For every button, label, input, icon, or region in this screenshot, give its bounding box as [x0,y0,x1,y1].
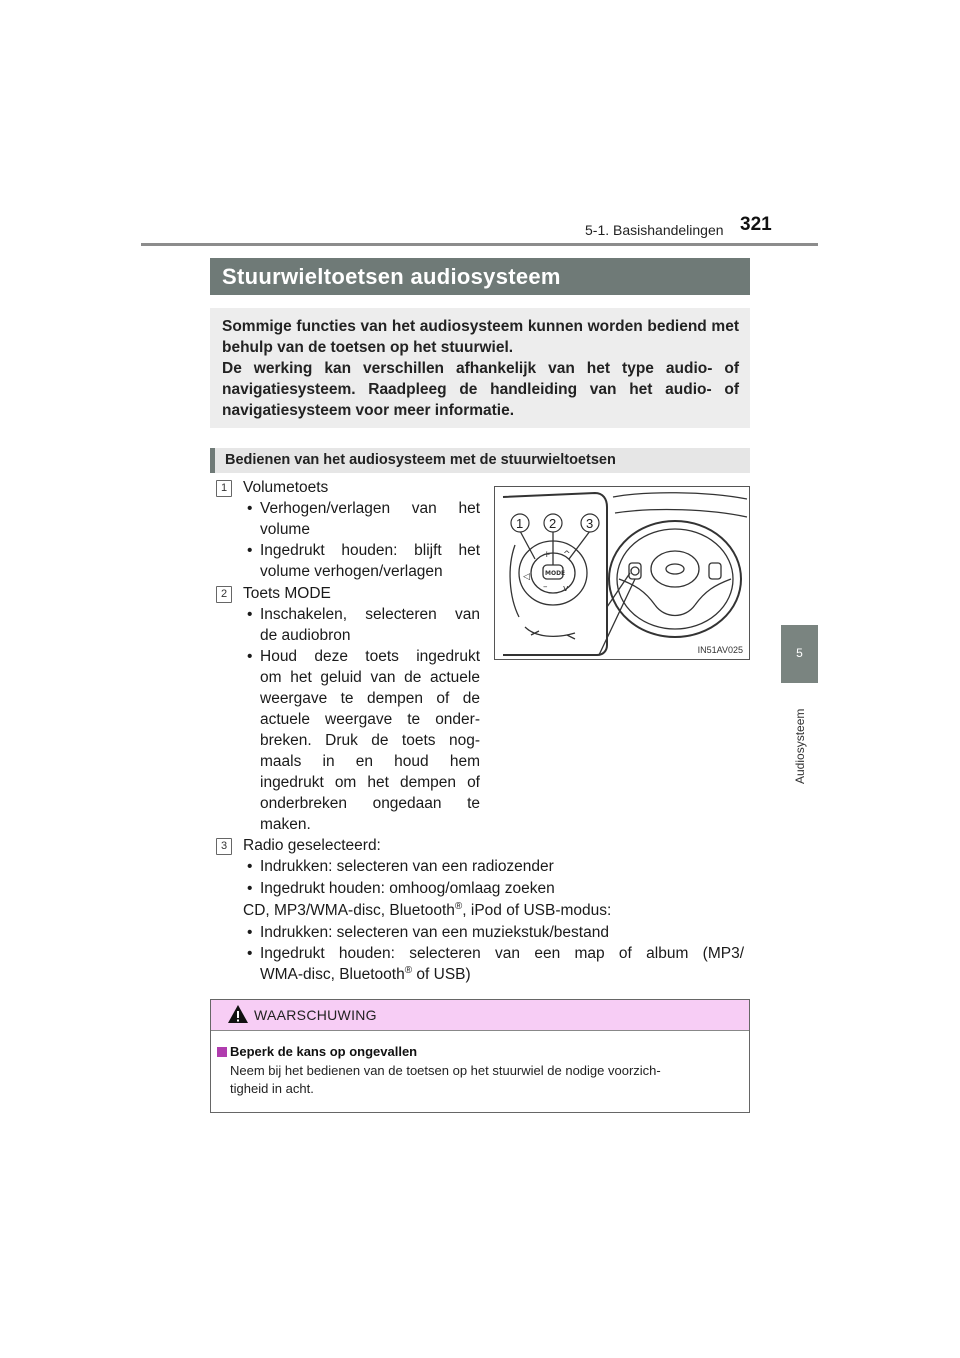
warning-box [210,999,750,1113]
dash-line [613,493,747,499]
speaker-glyph: ◁ [523,572,530,582]
media-heading-pre: CD, MP3/WMA-disc, Bluetooth [243,902,455,919]
chapter-number: 5 [796,646,803,660]
intro-paragraph-2: De werking kan verschillen afhankelijk van het type audio- of navigatiesysteem. Raadpleeg de handleiding van het audio- of navigatiesysteem voor meer informatie. [222,360,739,419]
intro-box [210,308,750,428]
callout-2: 2 [549,516,557,531]
plus-glyph: + [543,550,551,560]
bullet-4-line-2-pre: WMA-disc, Bluetooth [260,966,405,983]
bullet-dot: • [247,648,253,665]
header-divider [141,243,818,246]
subheading-bar [210,448,750,473]
bullet-4-line-2-post: of USB) [412,966,471,983]
item-2-bullet-2-line-4: actuele weergave te onder- [260,711,480,728]
bullet-dot: • [247,858,253,875]
item-3-bullet-2: Ingedrukt houden: omhoog/omlaag zoeken [260,880,555,897]
bullet-dot: • [247,880,253,897]
warning-text-line-2: tigheid in acht. [230,1081,314,1096]
item-2-bullet-1-line-2: de audiobron [260,627,351,644]
callout-leader-3 [569,531,590,559]
bullet-dot: • [247,945,253,962]
wheel-emblem [666,564,684,574]
item-2-bullet-1-line-1: Inschakelen, selecteren van [260,606,480,623]
wheel-left-switch-highlight [631,567,639,575]
running-header-section: 5-1. Basishandelingen [585,222,724,238]
wheel-rim-outer [609,521,741,637]
item-2-bullet-2-line-7: ingedrukt om het dempen of [260,774,480,791]
phone-buttons [531,631,575,639]
item-2-bullet-2-line-8: onderbreken ongedaan te [260,795,480,812]
item-2-bullet-2-line-2: om het geluid van de actuele [260,669,480,686]
steering-wheel-drawing [495,487,749,659]
item-3-bullet-1: Indrukken: selecteren van een radiozender [260,858,554,875]
mode-label: MODE [545,570,566,577]
warning-label: WAARSCHUWING [254,1007,377,1023]
page-number: 321 [740,214,772,235]
callout-1: 1 [516,516,524,531]
chapter-label: Audiosysteem [793,708,807,784]
warning-title: Beperk de kans op ongevallen [230,1044,418,1059]
wheel-hub [651,551,699,587]
steering-wheel-illustration [494,486,750,660]
item-2-title: Toets MODE [243,585,331,602]
dash-line [615,510,747,517]
illustration-code: IN51AV025 [697,645,743,655]
item-3-bullet-3: Indrukken: selecteren van een muziekstuk/bestand [260,924,609,941]
bullet-dot: • [247,924,253,941]
item-number-1: 1 [216,480,232,497]
item-1-title: Volumetoets [243,479,329,496]
warning-bullet-square [217,1047,227,1057]
item-1-bullet-1-line-1: Verhogen/verlagen van het [260,500,480,517]
chapter-label-wrap [776,692,824,787]
wheel-spokes [619,579,731,605]
item-2-bullet-2-line-9: maken. [260,816,311,833]
warning-text-line-1: Neem bij het bedienen van de toetsen op het stuurwiel de nodige voorzich- [230,1063,661,1078]
registered-mark: ® [454,900,463,912]
item-2-bullet-2-line-1: Houd deze toets ingedrukt [260,648,480,665]
callout-leader-1 [520,531,535,559]
cluster-edge [510,545,519,617]
item-2-bullet-2-line-5: breken. Druk de toets nog- [260,732,480,749]
callout-3: 3 [586,516,594,531]
item-1-bullet-2-line-2: volume verhogen/verlagen [260,563,443,580]
warning-text [230,1062,742,1098]
wheel-right-switch [709,563,721,579]
registered-mark: ® [404,964,413,976]
section-title: Stuurwieltoetsen audiosysteem [210,258,750,295]
item-3-bullet-4-line-1: Ingedrukt houden: selecteren van een map of album (MP3/ [260,945,744,962]
item-3-bullet-4-line-2 [260,966,471,984]
bullet-dot: • [247,500,253,517]
down-glyph: v [563,584,569,594]
zoom-connector [599,579,635,655]
minus-glyph: – [543,582,548,592]
up-glyph: ^ [563,550,571,560]
item-1-bullet-1-line-2: volume [260,521,310,538]
warning-triangle-icon [227,1004,249,1024]
wheel-lower-spoke [655,605,695,616]
media-heading-post: , iPod of USB-modus: [462,902,612,919]
item-number-2: 2 [216,586,232,603]
item-1-bullet-2-line-1: Ingedrukt houden: blijft het [260,542,480,559]
bullet-dot: • [247,542,253,559]
warning-header [211,1000,749,1031]
item-number-3: 3 [216,838,232,855]
item-2-bullet-2-line-3: weergave te dempen of de [260,690,480,707]
intro-paragraph-1: Sommige functies van het audiosysteem kunnen worden bediend met behulp van de toetsen op het stuurwiel. [222,318,739,356]
item-3-media-heading [243,902,611,920]
bullet-dot: • [247,606,253,623]
subheading: Bedienen van het audiosysteem met de stuurwieltoetsen [225,452,616,468]
item-2-bullet-2-line-6: maals in en houd hem [260,753,480,770]
item-3-title: Radio geselecteerd: [243,837,381,854]
subheading-accent [210,448,215,473]
chapter-tab[interactable] [781,625,818,683]
